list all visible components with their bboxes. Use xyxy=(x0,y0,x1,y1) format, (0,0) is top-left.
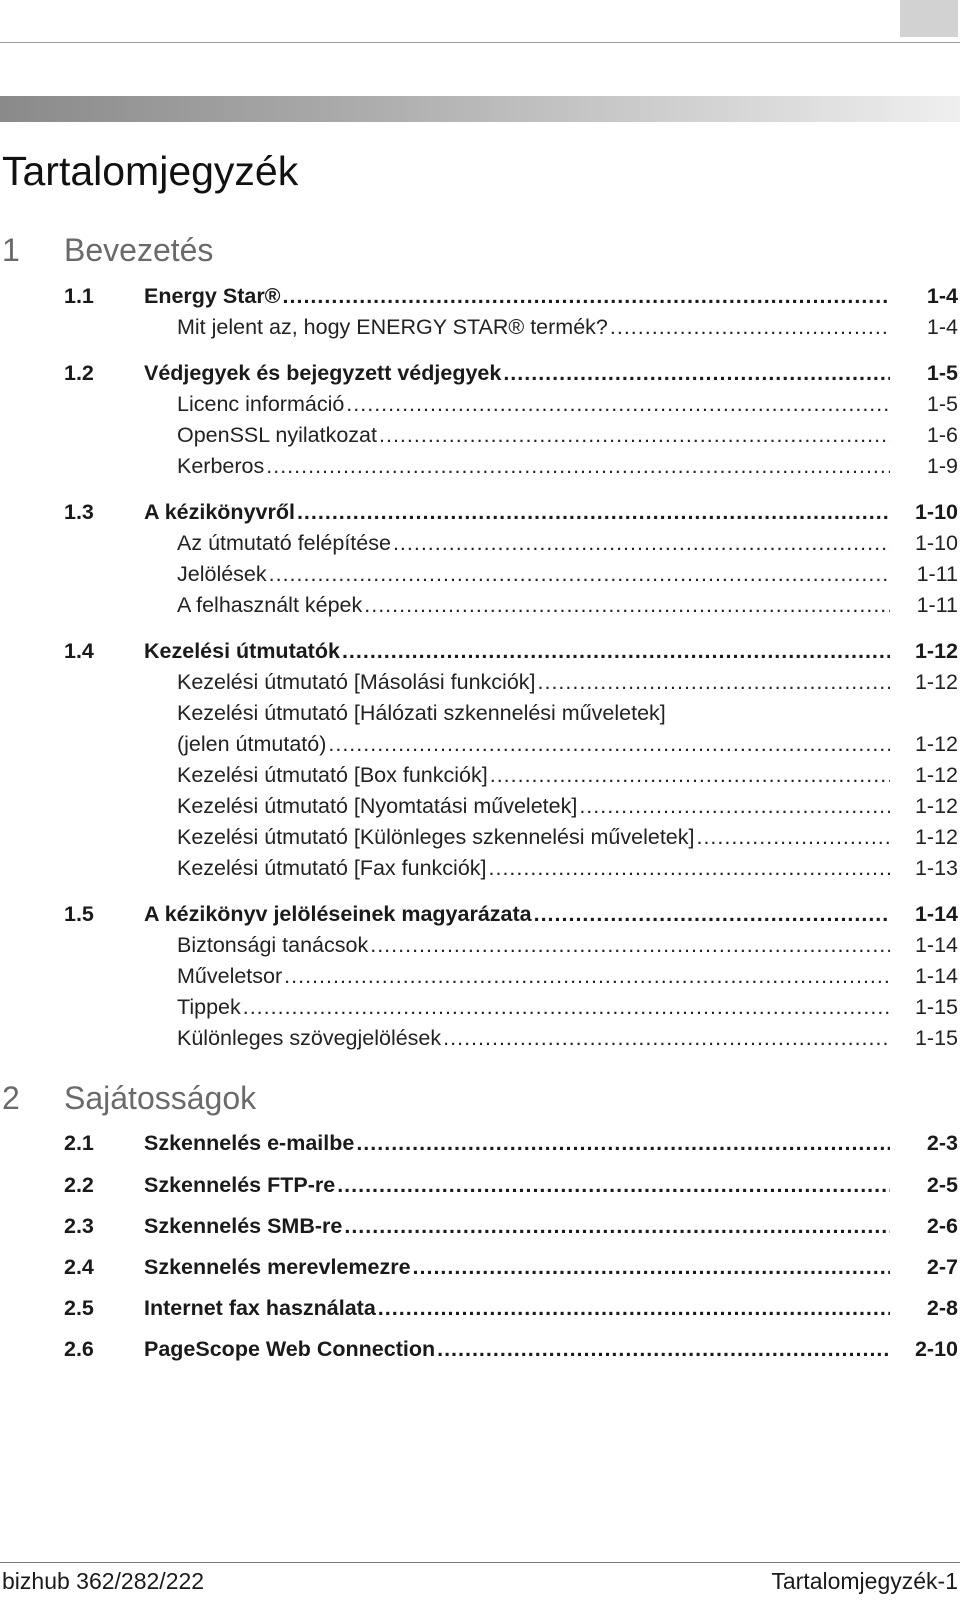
toc-subsection-entry[interactable] xyxy=(0,964,960,995)
subsection-title: A felhasznált képek xyxy=(177,593,363,617)
subsection-title: Kerberos xyxy=(177,454,265,478)
page-number: 1-12 xyxy=(914,670,958,694)
page-number: 1-12 xyxy=(914,639,958,663)
page-number: 1-14 xyxy=(914,933,958,957)
section-title: Internet fax használata xyxy=(144,1296,376,1320)
footer-page-number: Tartalomjegyzék-1 xyxy=(771,1568,958,1594)
subsection-title: Különleges szövegjelölések xyxy=(177,1026,442,1050)
toc-section-entry[interactable] xyxy=(0,1296,960,1327)
toc-section-entry[interactable] xyxy=(0,361,960,392)
dot-leader xyxy=(328,732,890,757)
dot-leader xyxy=(342,639,890,664)
subsection-title: Licenc információ xyxy=(177,392,345,416)
subsection-title: OpenSSL nyilatkozat xyxy=(177,423,377,447)
section-title: A kézikönyvről xyxy=(144,500,295,524)
dot-leader xyxy=(266,454,890,479)
toc-subsection-entry[interactable] xyxy=(0,825,960,856)
page-number: 1-10 xyxy=(914,500,958,524)
page-number: 1-12 xyxy=(914,825,958,849)
dot-leader xyxy=(337,1173,890,1198)
page-number: 1-9 xyxy=(926,454,958,478)
footer-rule xyxy=(0,1562,960,1563)
subsection-title-line1[interactable]: Kezelési útmutató [Hálózati szkennelési műveletek] xyxy=(177,701,666,725)
page-number: 1-15 xyxy=(914,1026,958,1050)
toc-subsection-entry[interactable] xyxy=(0,856,960,887)
section-number: 2.2 xyxy=(64,1173,94,1197)
subsection-title: Műveletsor xyxy=(177,964,283,988)
page-number: 2-7 xyxy=(926,1255,958,1279)
toc-subsection-entry[interactable] xyxy=(0,562,960,593)
section-title: Szkennelés merevlemezre xyxy=(144,1255,411,1279)
section-number: 1.2 xyxy=(64,361,94,385)
dot-leader xyxy=(297,500,890,525)
page-number: 1-10 xyxy=(914,531,958,555)
dot-leader xyxy=(696,825,890,850)
section-number: 2.4 xyxy=(64,1255,94,1279)
page-number: 2-5 xyxy=(926,1173,958,1197)
section-title: A kézikönyv jelöléseinek magyarázata xyxy=(144,902,532,926)
corner-tab xyxy=(900,0,958,37)
dot-leader xyxy=(378,1296,890,1321)
dot-leader xyxy=(413,1255,890,1280)
subsection-title: Mit jelent az, hogy ENERGY STAR® termék? xyxy=(177,315,608,339)
section-title: Szkennelés SMB-re xyxy=(144,1214,343,1238)
top-rule xyxy=(0,42,960,43)
toc-section-entry[interactable] xyxy=(0,1337,960,1368)
section-number: 2.3 xyxy=(64,1214,94,1238)
toc-subsection-entry[interactable] xyxy=(0,670,960,701)
dot-leader xyxy=(579,794,890,819)
section-title: PageScope Web Connection xyxy=(144,1337,436,1361)
dot-leader xyxy=(393,531,890,556)
subsection-title: Kezelési útmutató [Box funkciók] xyxy=(177,763,488,787)
dot-leader xyxy=(610,315,890,340)
section-number: 1.4 xyxy=(64,639,94,663)
subsection-title: Kezelési útmutató [Különleges szkennelési műveletek] xyxy=(177,825,695,849)
page-number: 1-6 xyxy=(926,423,958,447)
toc-subsection-entry[interactable] xyxy=(0,315,960,346)
toc-subsection-entry[interactable] xyxy=(0,995,960,1026)
dot-leader xyxy=(284,964,890,989)
section-title: Szkennelés FTP-re xyxy=(144,1173,336,1197)
toc-subsection-entry[interactable] xyxy=(0,1026,960,1057)
subsection-title: Az útmutató felépítése xyxy=(177,531,391,555)
section-number: 2.5 xyxy=(64,1296,94,1320)
section-title: Kezelési útmutatók xyxy=(144,639,340,663)
toc-subsection-entry[interactable] xyxy=(0,531,960,562)
toc-section-entry[interactable] xyxy=(0,1214,960,1245)
section-number: 1.3 xyxy=(64,500,94,524)
page-number: 2-8 xyxy=(926,1296,958,1320)
toc-subsection-entry[interactable] xyxy=(0,423,960,454)
page-number: 1-11 xyxy=(916,562,958,586)
page-number: 1-14 xyxy=(914,964,958,988)
chapter-number: 1 xyxy=(2,231,20,268)
section-number: 1.1 xyxy=(64,284,94,308)
subsection-title: Kezelési útmutató [Nyomtatási műveletek] xyxy=(177,794,578,818)
toc-section-entry[interactable] xyxy=(0,902,960,933)
section-title: Szkennelés e-mailbe xyxy=(144,1131,355,1155)
page-number: 1-13 xyxy=(914,856,958,880)
toc-subsection-entry[interactable] xyxy=(0,593,960,624)
dot-leader xyxy=(346,392,890,417)
page-number: 1-15 xyxy=(914,995,958,1019)
toc-subsection-entry[interactable] xyxy=(0,392,960,423)
toc-section-entry[interactable] xyxy=(0,1173,960,1204)
toc-subsection-entry[interactable] xyxy=(0,732,960,763)
dot-leader xyxy=(490,763,890,788)
toc-subsection-entry[interactable] xyxy=(0,763,960,794)
toc-subsection-entry[interactable] xyxy=(0,933,960,964)
subsection-title: Kezelési útmutató [Fax funkciók] xyxy=(177,856,487,880)
page-number: 1-4 xyxy=(926,284,958,308)
dot-leader xyxy=(379,423,890,448)
page-number: 2-10 xyxy=(914,1337,958,1361)
section-number: 2.6 xyxy=(64,1337,94,1361)
page-number: 1-5 xyxy=(926,361,958,385)
section-title: Energy Star® xyxy=(144,284,281,308)
dot-leader xyxy=(269,562,890,587)
page-number: 1-14 xyxy=(914,902,958,926)
dot-leader xyxy=(489,856,890,881)
section-title: Védjegyek és bejegyzett védjegyek xyxy=(144,361,502,385)
toc-section-entry[interactable] xyxy=(0,500,960,531)
dot-leader xyxy=(370,933,890,958)
dot-leader xyxy=(356,1131,890,1156)
chapter-number: 2 xyxy=(2,1079,20,1116)
toc-section-entry[interactable] xyxy=(0,1255,960,1286)
subsection-title: Jelölések xyxy=(177,562,267,586)
page-number: 1-12 xyxy=(914,794,958,818)
dot-leader xyxy=(364,593,890,618)
page-number: 1-12 xyxy=(914,763,958,787)
toc-section-entry[interactable] xyxy=(0,284,960,315)
subsection-title: Tippek xyxy=(177,995,241,1019)
dot-leader xyxy=(344,1214,890,1239)
footer-product-name: bizhub 362/282/222 xyxy=(2,1568,205,1594)
dot-leader xyxy=(443,1026,890,1051)
dot-leader xyxy=(534,902,890,927)
subsection-title-line2: (jelen útmutató) xyxy=(177,732,327,756)
page-number: 1-5 xyxy=(926,392,958,416)
page-number: 2-3 xyxy=(926,1131,958,1155)
header-gradient-band xyxy=(0,96,960,122)
section-number: 1.5 xyxy=(64,902,94,926)
dot-leader xyxy=(283,284,890,309)
toc-section-entry[interactable] xyxy=(0,1131,960,1162)
subsection-title: Biztonsági tanácsok xyxy=(177,933,369,957)
page-number: 2-6 xyxy=(926,1214,958,1238)
toc-subsection-entry[interactable] xyxy=(0,794,960,825)
page-title: Tartalomjegyzék xyxy=(2,148,299,194)
section-number: 2.1 xyxy=(64,1131,94,1155)
chapter-title: Bevezetés xyxy=(64,231,214,268)
dot-leader xyxy=(437,1337,890,1362)
dot-leader xyxy=(503,361,890,386)
chapter-title: Sajátosságok xyxy=(64,1079,257,1116)
page-number: 1-11 xyxy=(916,593,958,617)
page-number: 1-12 xyxy=(914,732,958,756)
dot-leader xyxy=(538,670,891,695)
toc-section-entry[interactable] xyxy=(0,639,960,670)
toc-subsection-entry[interactable] xyxy=(0,454,960,485)
dot-leader xyxy=(243,995,890,1020)
page-number: 1-4 xyxy=(926,315,958,339)
subsection-title: Kezelési útmutató [Másolási funkciók] xyxy=(177,670,536,694)
